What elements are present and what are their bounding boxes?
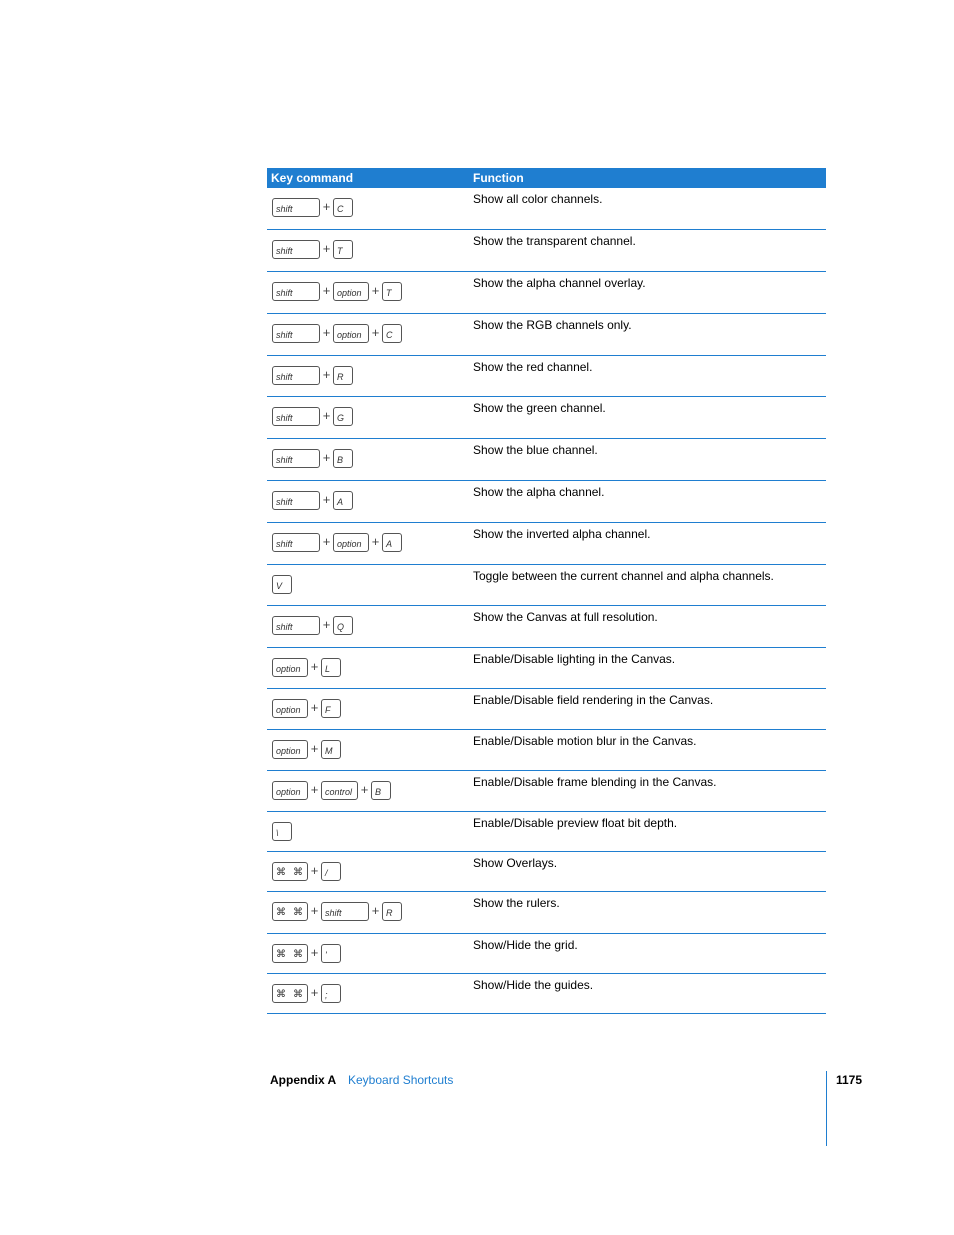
- plus-sign: +: [310, 741, 319, 756]
- table-row: [267, 397, 826, 439]
- function-description: Show the RGB channels only.: [473, 318, 632, 332]
- keycap-control: control: [321, 781, 358, 800]
- keycap-shift: shift: [272, 407, 320, 426]
- header-function: Function: [473, 171, 524, 185]
- function-description: Show the alpha channel.: [473, 485, 605, 499]
- plus-sign: +: [322, 534, 331, 549]
- keycap-shift: shift: [272, 240, 320, 259]
- table-row: [267, 606, 826, 648]
- keycap-shift: shift: [321, 902, 369, 921]
- command-key-icon: [272, 902, 308, 921]
- keycap-shift: shift: [272, 366, 320, 385]
- table-row: [267, 852, 826, 892]
- keycap-char: C: [333, 198, 353, 217]
- footer-divider: [826, 1071, 827, 1146]
- plus-sign: +: [322, 199, 331, 214]
- keycap-shift: shift: [272, 533, 320, 552]
- keycap-option: option: [333, 533, 369, 552]
- key-combo: [267, 523, 473, 564]
- keycap-char: L: [321, 658, 341, 677]
- keycap-option: option: [333, 324, 369, 343]
- table-row: [267, 648, 826, 689]
- keycap-char: \: [272, 822, 292, 841]
- key-combo: [267, 397, 473, 438]
- keycap-char: B: [371, 781, 391, 800]
- keycap-char: A: [333, 491, 353, 510]
- keycap-char: G: [333, 407, 353, 426]
- keycap-char: M: [321, 740, 341, 759]
- key-combo: [267, 314, 473, 355]
- function-description: Show the Canvas at full resolution.: [473, 610, 658, 624]
- plus-sign: +: [322, 450, 331, 465]
- keycap-shift: shift: [272, 282, 320, 301]
- footer-section-link[interactable]: Keyboard Shortcuts: [348, 1073, 454, 1087]
- keycap-option: option: [272, 658, 308, 677]
- keycap-shift: shift: [272, 449, 320, 468]
- plus-sign: +: [310, 659, 319, 674]
- keycap-char: R: [333, 366, 353, 385]
- plus-sign: +: [322, 367, 331, 382]
- function-description: Show the transparent channel.: [473, 234, 636, 248]
- function-description: Show the red channel.: [473, 360, 593, 374]
- keycap-char: R: [382, 902, 402, 921]
- key-combo: [267, 481, 473, 522]
- key-combo: [267, 356, 473, 396]
- apple-icon: ⌘: [276, 907, 286, 918]
- apple-icon: ⌘: [276, 989, 286, 1000]
- apple-icon: ⌘: [276, 867, 286, 878]
- plus-sign: +: [310, 985, 319, 1000]
- key-combo: [267, 230, 473, 271]
- plus-sign: +: [322, 241, 331, 256]
- table-row: [267, 272, 826, 314]
- plus-sign: +: [310, 945, 319, 960]
- table-row: [267, 771, 826, 812]
- plus-sign: +: [371, 534, 380, 549]
- keycap-option: option: [272, 740, 308, 759]
- key-combo: [267, 648, 473, 688]
- command-symbol-icon: ⌘: [293, 989, 303, 1000]
- function-description: Show the inverted alpha channel.: [473, 527, 651, 541]
- table-row: [267, 934, 826, 974]
- table-row: [267, 689, 826, 730]
- key-combo: [267, 439, 473, 480]
- table-row: [267, 314, 826, 356]
- table-body: [267, 188, 826, 1014]
- table-row: [267, 730, 826, 771]
- function-description: Show the green channel.: [473, 401, 606, 415]
- plus-sign: +: [371, 903, 380, 918]
- keycap-shift: shift: [272, 324, 320, 343]
- plus-sign: +: [371, 283, 380, 298]
- keycap-char: B: [333, 449, 353, 468]
- function-description: Show the blue channel.: [473, 443, 598, 457]
- key-combo: [267, 771, 473, 811]
- table-row: [267, 565, 826, 606]
- footer-appendix: Appendix A: [270, 1073, 337, 1087]
- keycap-char: ;: [321, 984, 341, 1003]
- key-combo: [267, 934, 473, 973]
- plus-sign: +: [360, 782, 369, 797]
- function-description: Toggle between the current channel and alpha channels.: [473, 569, 774, 583]
- keycap-char: C: [382, 324, 402, 343]
- plus-sign: +: [322, 617, 331, 632]
- command-key-icon: [272, 862, 308, 881]
- key-combo: [267, 892, 473, 933]
- function-description: Show Overlays.: [473, 856, 558, 870]
- command-key-icon: [272, 984, 308, 1003]
- function-description: Enable/Disable frame blending in the Canvas.: [473, 775, 717, 789]
- key-combo: [267, 188, 473, 229]
- function-description: Show/Hide the grid.: [473, 938, 578, 952]
- keycap-shift: shift: [272, 198, 320, 217]
- table-row: [267, 356, 826, 397]
- key-combo: [267, 272, 473, 313]
- keycap-char: V: [272, 575, 292, 594]
- page-number: 1175: [836, 1073, 863, 1087]
- table-row: [267, 230, 826, 272]
- key-combo: [267, 852, 473, 891]
- keycap-char: ': [321, 944, 341, 963]
- key-combo: [267, 730, 473, 770]
- table-row: [267, 439, 826, 481]
- plus-sign: +: [371, 325, 380, 340]
- command-key-icon: [272, 944, 308, 963]
- table-row: [267, 812, 826, 852]
- command-symbol-icon: ⌘: [293, 949, 303, 960]
- table-header: [267, 168, 826, 188]
- plus-sign: +: [310, 863, 319, 878]
- keycap-option: option: [272, 781, 308, 800]
- function-description: Enable/Disable motion blur in the Canvas.: [473, 734, 697, 748]
- table-row: [267, 892, 826, 934]
- command-symbol-icon: ⌘: [293, 867, 303, 878]
- table-row: [267, 523, 826, 565]
- keycap-char: T: [382, 282, 402, 301]
- key-combo: [267, 689, 473, 729]
- key-combo: [267, 565, 473, 605]
- keycap-char: /: [321, 862, 341, 881]
- function-description: Show the rulers.: [473, 896, 560, 910]
- table-row: [267, 974, 826, 1014]
- keycap-option: option: [333, 282, 369, 301]
- function-description: Enable/Disable lighting in the Canvas.: [473, 652, 676, 666]
- table-row: [267, 188, 826, 230]
- function-description: Show all color channels.: [473, 192, 603, 206]
- plus-sign: +: [322, 283, 331, 298]
- header-key-command: Key command: [271, 171, 354, 185]
- apple-icon: ⌘: [276, 949, 286, 960]
- shortcut-table: [267, 168, 826, 1014]
- keycap-char: Q: [333, 616, 353, 635]
- command-symbol-icon: ⌘: [293, 907, 303, 918]
- keycap-char: T: [333, 240, 353, 259]
- function-description: Show/Hide the guides.: [473, 978, 594, 992]
- plus-sign: +: [322, 325, 331, 340]
- function-description: Enable/Disable field rendering in the Canvas.: [473, 693, 714, 707]
- key-combo: [267, 606, 473, 647]
- key-combo: [267, 812, 473, 851]
- plus-sign: +: [322, 492, 331, 507]
- plus-sign: +: [310, 700, 319, 715]
- function-description: Enable/Disable preview float bit depth.: [473, 816, 678, 830]
- keycap-shift: shift: [272, 616, 320, 635]
- function-description: Show the alpha channel overlay.: [473, 276, 646, 290]
- keycap-char: F: [321, 699, 341, 718]
- plus-sign: +: [322, 408, 331, 423]
- keycap-char: A: [382, 533, 402, 552]
- key-combo: [267, 974, 473, 1013]
- plus-sign: +: [310, 782, 319, 797]
- plus-sign: +: [310, 903, 319, 918]
- table-row: [267, 481, 826, 523]
- keycap-option: option: [272, 699, 308, 718]
- keycap-shift: shift: [272, 491, 320, 510]
